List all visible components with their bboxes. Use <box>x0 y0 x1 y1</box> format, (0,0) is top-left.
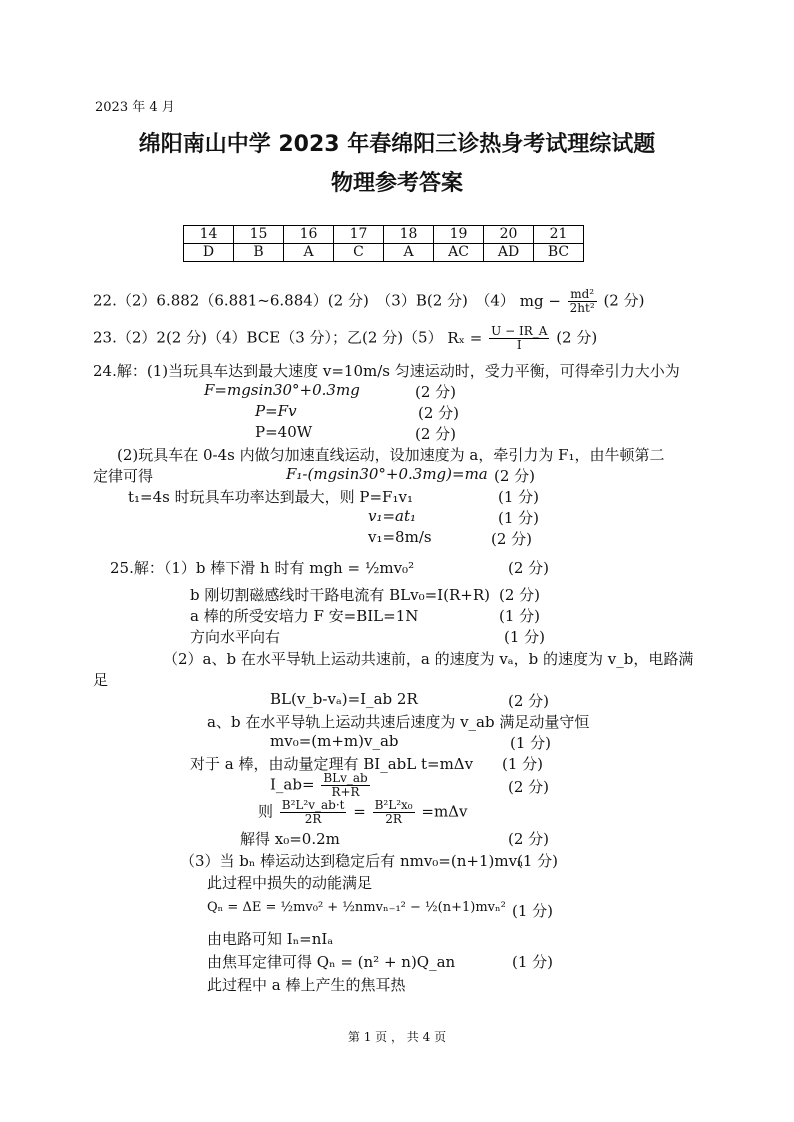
q25-line-n: （3）当 bₙ 棒运动达到稳定后有 nmv₀=(n+1)mvₙ <box>180 852 524 870</box>
fraction <box>321 772 369 799</box>
q22-line <box>93 288 644 315</box>
numerator: B²L²x₀ <box>374 798 413 812</box>
points: (1 分) <box>512 953 554 971</box>
q23-line <box>93 325 597 352</box>
q25-line-i: mv₀=(m+m)v_ab <box>270 732 399 750</box>
points: (1 分) <box>512 902 554 920</box>
table-cell: BC <box>534 244 584 262</box>
q24-line-g: t₁=4s 时玩具车功率达到最大，则 P=F₁v₁ <box>128 488 413 506</box>
points: (2 分) <box>508 692 550 710</box>
formula-prefix: I_ab= <box>270 775 315 794</box>
table-cell: 16 <box>284 226 334 244</box>
numerator: U − IR_A <box>491 324 548 338</box>
formula-prefix: Rₓ = <box>447 328 483 347</box>
points: (1 分) <box>502 755 544 773</box>
table-cell: 19 <box>434 226 484 244</box>
denominator: R+R <box>331 785 360 799</box>
q25-line-c: a 棒的所受安培力 F 安=BIL=1N <box>190 607 419 625</box>
points: (2 分) <box>508 778 550 796</box>
fraction <box>489 325 549 352</box>
formula-prefix: mg − <box>519 291 561 310</box>
points: (2 分) <box>418 404 460 422</box>
q25-line-f: 足 <box>93 671 109 689</box>
table-cell: C <box>334 244 384 262</box>
q25-line-b: b 刚切割磁感线时干路电流有 BLv₀=I(R+R) <box>190 586 490 604</box>
q24-line-c: P=Fv <box>255 402 297 420</box>
points: (1 分) <box>499 607 541 625</box>
denominator: 2R <box>385 812 402 826</box>
answer-table <box>183 225 584 262</box>
denominator: 2ht² <box>569 301 595 315</box>
q25-line-j: 对于 a 棒，由动量定理有 BI_abL t=mΔv <box>190 755 474 773</box>
table-cell: 15 <box>234 226 284 244</box>
denominator: 2R <box>304 812 322 826</box>
q22-formula <box>519 287 604 315</box>
q24-line-i: v₁=8m/s <box>368 528 432 546</box>
page-title: 绵阳南山中学 2023 年春绵阳三诊热身考试理综试题 <box>138 132 656 157</box>
q25-line-q: 由电路可知 Iₙ=nIₐ <box>207 930 334 948</box>
points: (1 分) <box>498 509 540 527</box>
q24-line-e: (2)玩具车在 0-4s 内做匀加速直线运动，设加速度为 a，牵引力为 F₁，由牛顿第二 <box>117 446 665 464</box>
table-cell: AC <box>434 244 484 262</box>
q24-line-f: 定律可得 <box>93 467 154 485</box>
points: (2 分) <box>508 559 550 577</box>
formula-prefix: 则 <box>258 802 274 821</box>
points: (1 分) <box>510 734 552 752</box>
q23-text: 23.（2）2(2 分)（4）BCE（3 分）；乙(2 分)（5） <box>93 328 443 347</box>
table-cell: 17 <box>334 226 384 244</box>
page-subtitle: 物理参考答案 <box>330 171 463 196</box>
equals-sign: = <box>353 802 366 821</box>
table-cell: D <box>184 244 234 262</box>
points: (2 分) <box>603 291 645 310</box>
table-cell: AD <box>484 244 534 262</box>
q25-line-p: Qₙ = ΔE = ½mv₀² + ½nmvₙ₋₁² − ½(n+1)mvₙ² <box>207 900 506 915</box>
points: (1 分) <box>498 488 540 506</box>
q22-text: 22.（2）6.882（6.881~6.884）(2 分) （3）B(2 分) （4） <box>93 291 515 310</box>
points: (2 分) <box>499 586 541 604</box>
q24-line-h: v₁=at₁ <box>368 507 417 525</box>
denominator: I <box>516 338 522 352</box>
page-footer: 第 1 页 ， 共 4 页 <box>347 1030 447 1044</box>
q25-line-a: 25.解：（1）b 棒下滑 h 时有 mgh = ½mv₀² <box>110 559 415 577</box>
table-cell: 20 <box>484 226 534 244</box>
q25-line-h: a、b 在水平导轨上运动共速后速度为 v_ab 满足动量守恒 <box>207 713 590 731</box>
answer-table-numbers-row <box>184 226 584 244</box>
exam-date: 2023 年 4 月 <box>95 100 175 115</box>
numerator: BLv_ab <box>323 771 368 785</box>
table-cell: 18 <box>384 226 434 244</box>
q25-line-o: 此过程中损失的动能满足 <box>207 874 373 892</box>
points: (2 分) <box>415 383 457 401</box>
q25-line-e: （2）a、b 在水平导轨上运动共速前，a 的速度为 vₐ，b 的速度为 v_b，电路满 <box>163 650 694 668</box>
q24-line-f2: F₁-(mgsin30°+0.3mg)=ma <box>286 465 488 483</box>
points: (1 分) <box>517 852 559 870</box>
numerator: md² <box>568 288 597 302</box>
points: (2 分) <box>491 530 533 548</box>
fraction <box>568 288 597 315</box>
points: (2 分) <box>415 425 457 443</box>
points: (1 分) <box>504 628 546 646</box>
table-cell: B <box>234 244 284 262</box>
q24-line-b: F=mgsin30°+0.3mg <box>204 381 360 399</box>
table-cell: A <box>284 244 334 262</box>
q25-line-m: 解得 x₀=0.2m <box>240 830 340 848</box>
points: (2 分) <box>494 467 536 485</box>
q25-line-k <box>270 772 372 799</box>
table-cell: 14 <box>184 226 234 244</box>
fraction <box>280 799 347 826</box>
numerator: B²L²v_ab·t <box>281 798 345 812</box>
table-cell: A <box>384 244 434 262</box>
answer-table-answers-row <box>184 244 584 262</box>
q25-line-r: 由焦耳定律可得 Qₙ = (n² + n)Q_an <box>207 953 456 971</box>
q25-line-l <box>258 799 468 826</box>
fraction <box>373 799 415 826</box>
q25-line-s: 此过程中 a 棒上产生的焦耳热 <box>207 976 406 994</box>
table-cell: 21 <box>534 226 584 244</box>
formula-suffix: =mΔv <box>421 802 468 821</box>
q25-line-g: BL(v_b-vₐ)=I_ab 2R <box>270 690 418 708</box>
q24-line-a: 24.解：(1)当玩具车达到最大速度 v=10m/s 匀速运动时，受力平衡，可得牵引力大小为 <box>93 362 680 380</box>
q23-formula <box>447 324 556 352</box>
points: (2 分) <box>508 830 550 848</box>
points: (2 分) <box>556 328 598 347</box>
q24-line-d: P=40W <box>255 423 313 441</box>
q25-line-d: 方向水平向右 <box>190 628 281 646</box>
